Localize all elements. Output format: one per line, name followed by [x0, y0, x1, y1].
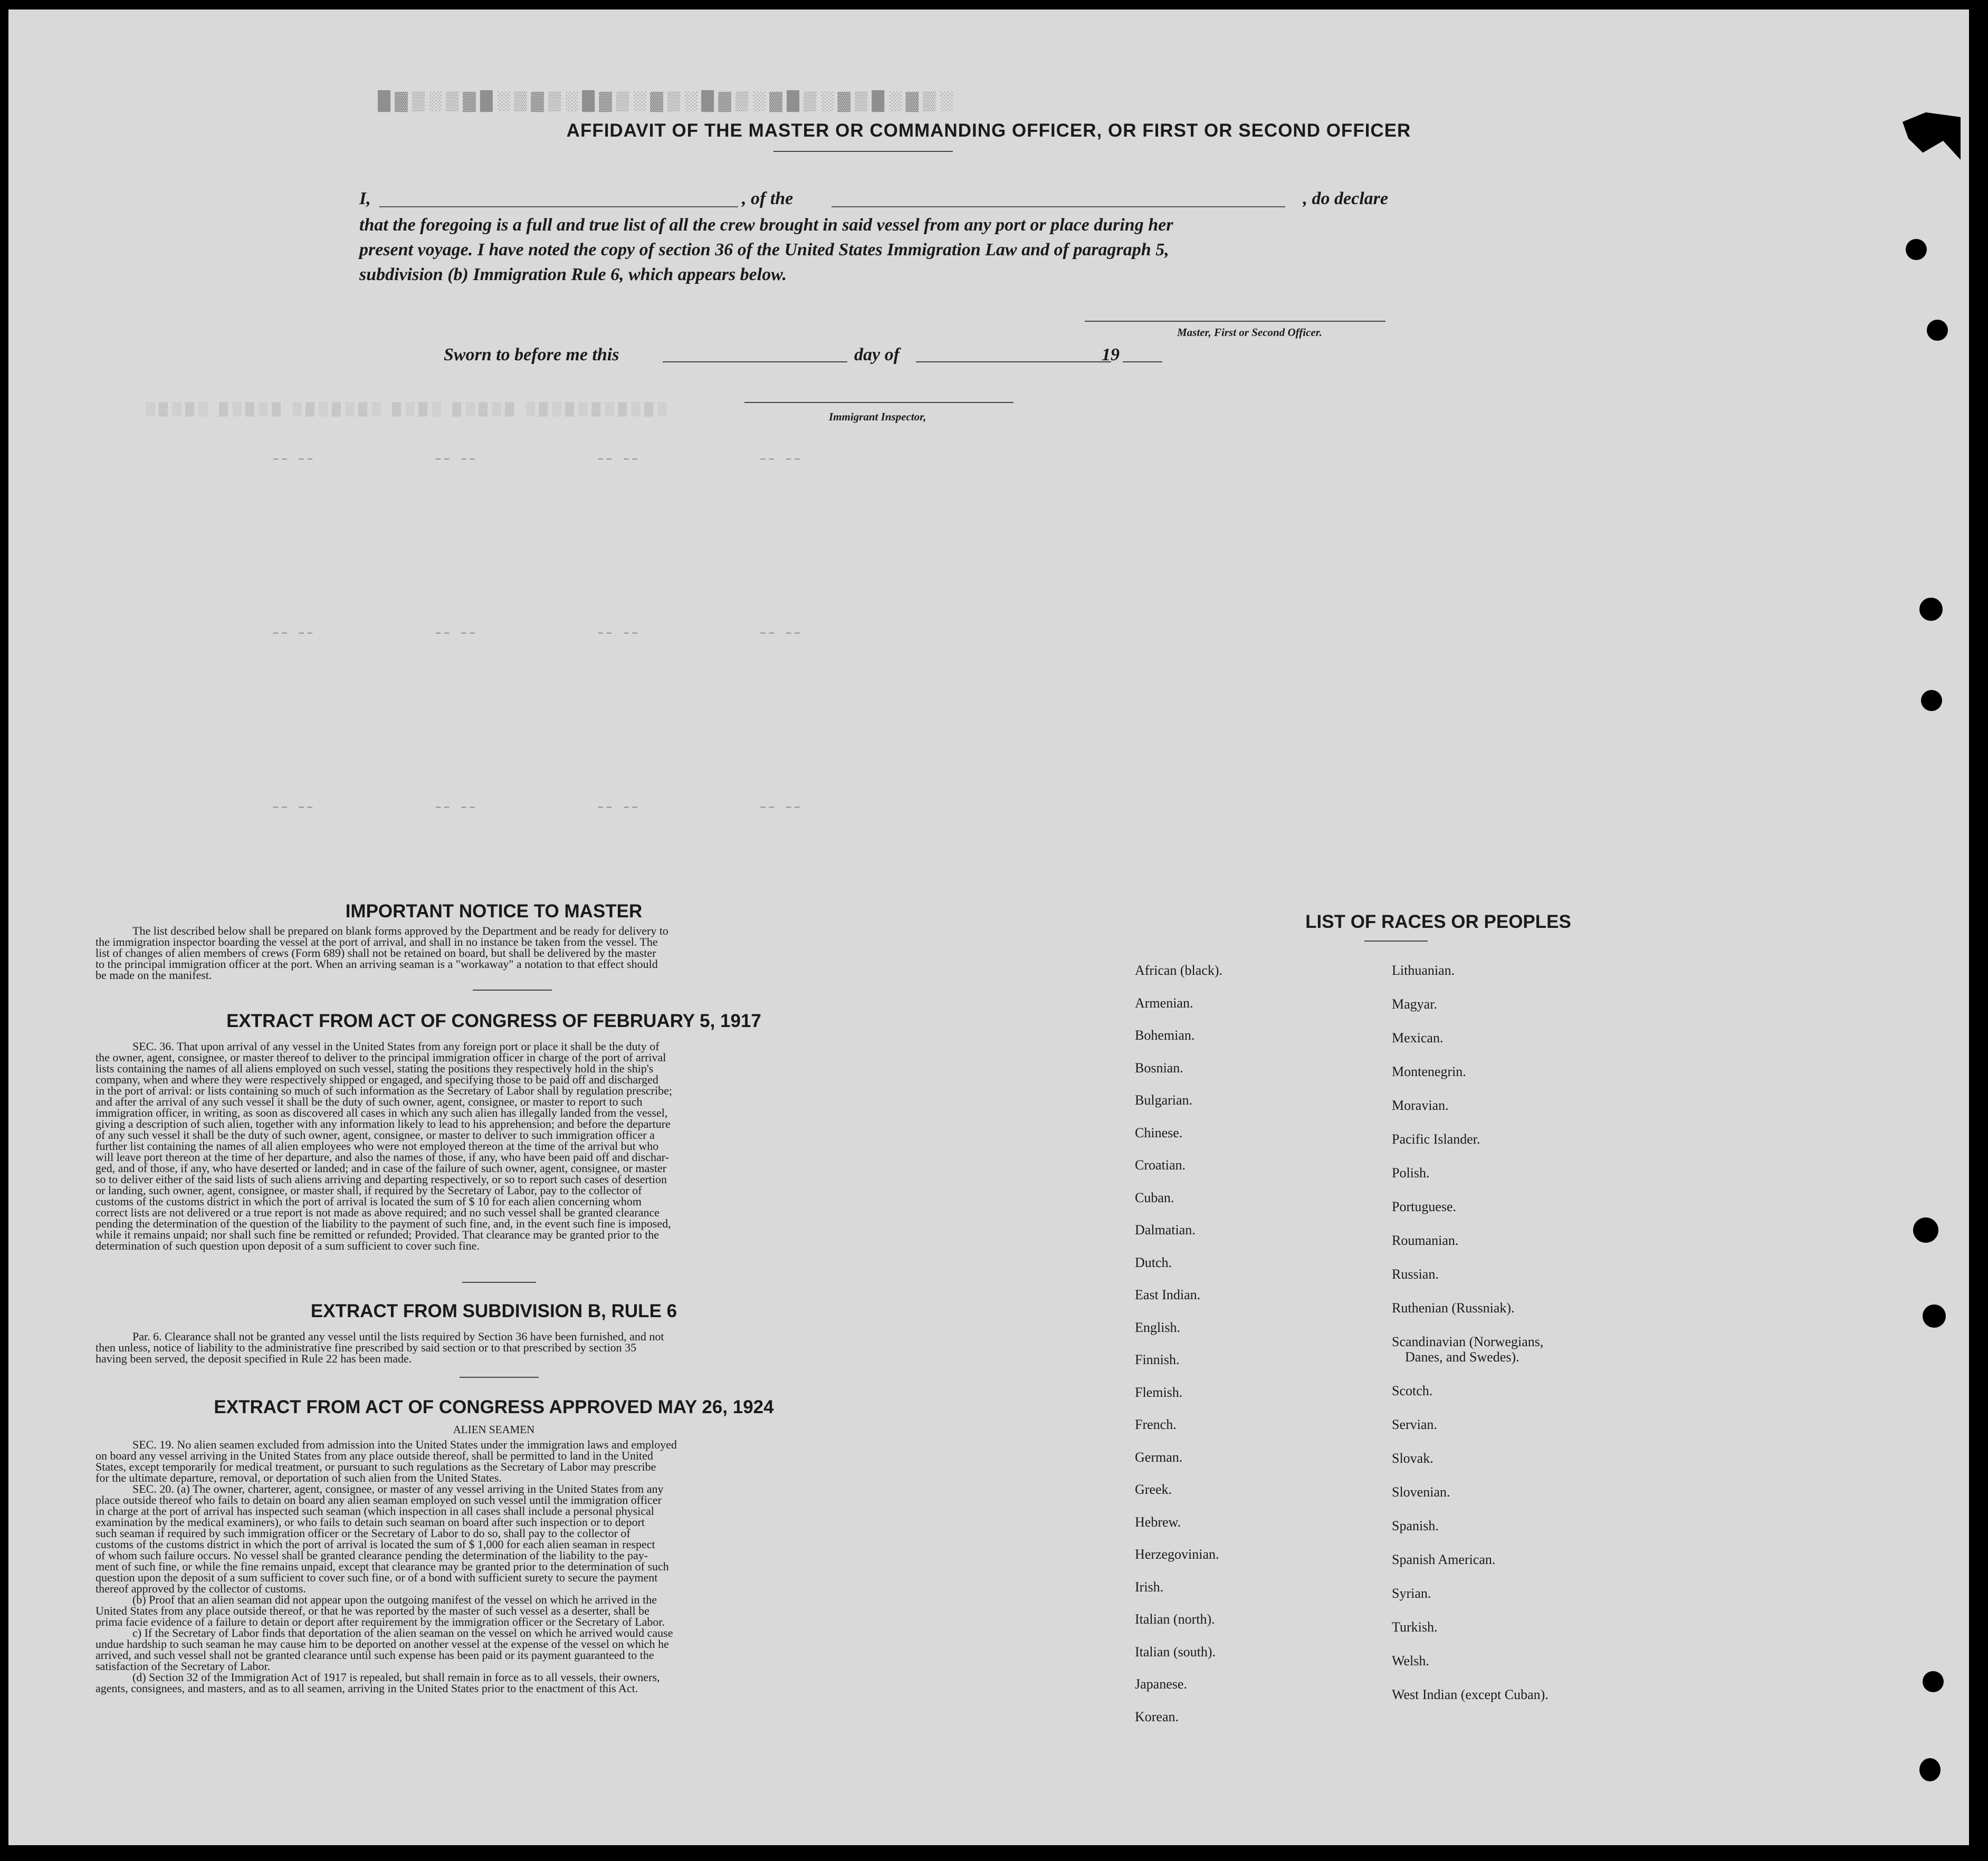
text-line: customs of the customs district in which the port of arrival is located the sum of $ 10 for each alien concerning whom [95, 1195, 642, 1208]
text-line: customs of the customs district in which the port of arrival is located the sum of $ 1,000 for each alien seaman in respect [95, 1538, 655, 1551]
race-item: Moravian. [1392, 1098, 1449, 1113]
punch-hole [1906, 239, 1927, 260]
affidavit-of-the: , of the [742, 189, 794, 208]
torn-corner [1903, 112, 1961, 160]
sworn-day-of: day of [854, 345, 900, 364]
extract-rule6-title: EXTRACT FROM SUBDIVISION B, RULE 6 [310, 1301, 677, 1321]
section-divider [460, 1377, 539, 1378]
race-item: Cuban. [1135, 1189, 1174, 1205]
sworn-year-prefix: 19 [1102, 345, 1120, 364]
text-line: pending the determination of the question of the liability to the payment of such fine, and, in the event such fine is imposed, [95, 1217, 671, 1230]
race-item: Servian. [1392, 1416, 1437, 1432]
race-item: Dutch. [1135, 1254, 1172, 1270]
race-item: Bohemian. [1135, 1028, 1195, 1043]
text-line: then unless, notice of liability to the administrative fine prescribed by said section or to that prescribed by section 35 [95, 1341, 637, 1354]
extract-rule6-body [95, 1331, 892, 1364]
affidavit-line-2: that the foregoing is a full and true list of all the crew brought in said vessel from any port or place during her [359, 215, 1173, 235]
races-title-underline [1364, 941, 1428, 942]
text-line: ged, and of those, if any, who have deserted or landed; and in case of the failure of such owner, agent, consignee, or master [95, 1162, 667, 1175]
affidavit-title: AFFIDAVIT OF THE MASTER OR COMMANDING OFFICER, OR FIRST OR SECOND OFFICER [566, 120, 1411, 141]
bleed-through-marks: –– –– –– –– –– –– –– –– [272, 627, 802, 640]
race-item: Greek. [1135, 1482, 1172, 1497]
race-item: Spanish American. [1392, 1551, 1496, 1567]
affidavit-line-3: present voyage. I have noted the copy of section 36 of the United States Immigration Law and of paragraph 5, [359, 240, 1169, 260]
text-line: agents, consignees, and masters, and as to all seamen, arriving in the United States prior to the enactment of this Act. [95, 1682, 638, 1695]
race-item: Danes, and Swedes). [1405, 1349, 1519, 1365]
text-line: ment of such fine, or while the fine remains unpaid, except that clearance may be granted prior to the determination of such [95, 1560, 669, 1573]
section-divider [473, 990, 552, 991]
notice-body [95, 925, 892, 981]
text-line: lists containing the names of all aliens employed on such vessel, stating the positions they respectively hold in the ship's [95, 1062, 654, 1075]
text-line: Par. 6. Clearance shall not be granted any vessel until the lists required by Section 36 have been furnished, and not [132, 1330, 664, 1343]
race-item: Japanese. [1135, 1676, 1187, 1692]
race-item: West Indian (except Cuban). [1392, 1686, 1549, 1702]
affidavit-do-declare: , do declare [1303, 189, 1388, 208]
name-blank[interactable] [379, 206, 738, 207]
race-item: Italian (south). [1135, 1644, 1216, 1659]
punch-hole [1927, 320, 1948, 341]
text-line: satisfaction of the Secretary of Labor. [95, 1659, 271, 1673]
race-item: Magyar. [1392, 996, 1437, 1012]
document-page [8, 9, 1969, 1845]
text-line: will leave port thereon at the time of her departure, and also the names of those, if any, who have been paid off and dischar- [95, 1150, 669, 1164]
text-line: (d) Section 32 of the Immigration Act of 1917 is repealed, but shall remain in force as to all vessels, their owners, [132, 1671, 660, 1684]
text-line: The list described below shall be prepared on blank forms approved by the Department and be ready for delivery to [132, 924, 668, 937]
race-item: Montenegrin. [1392, 1064, 1466, 1079]
race-item: Bulgarian. [1135, 1092, 1193, 1108]
race-item: Croatian. [1135, 1157, 1186, 1173]
notice-title: IMPORTANT NOTICE TO MASTER [345, 901, 643, 922]
race-item: Chinese. [1135, 1125, 1183, 1140]
text-line: on board any vessel arriving in the United States from any place outside thereof, shall be permitted to land in the United [95, 1449, 653, 1462]
text-line: examination by the medical examiners), or who fails to detain such seaman on board after such inspection or to deport [95, 1515, 645, 1529]
race-item: Dalmatian. [1135, 1222, 1196, 1238]
race-item: Ruthenian (Russniak). [1392, 1300, 1515, 1316]
race-item: French. [1135, 1417, 1177, 1432]
race-item: Slovenian. [1392, 1484, 1450, 1500]
text-line: undue hardship to such seaman he may cause him to be deported on another vessel at the expense of the vessel on which he [95, 1637, 669, 1651]
race-item: Scandinavian (Norwegians, [1392, 1334, 1544, 1349]
race-item: Bosnian. [1135, 1060, 1183, 1076]
race-item: Irish. [1135, 1579, 1164, 1595]
text-line: in charge at the port of arrival has inspected such seaman (which inspection in all cases shall include a personal physical [95, 1504, 654, 1518]
text-line: SEC. 19. No alien seamen excluded from admission into the United States under the immigration laws and employed [132, 1438, 677, 1451]
race-item: English. [1135, 1319, 1180, 1335]
text-line: SEC. 36. That upon arrival of any vessel in the United States from any foreign port or place it shall be the duty of [132, 1040, 660, 1053]
extract-1917-body [95, 1041, 892, 1251]
punch-hole [1923, 1304, 1946, 1328]
text-line: thereof approved by the collector of customs. [95, 1582, 306, 1595]
race-item: Slovak. [1392, 1450, 1433, 1466]
punch-hole [1919, 598, 1943, 621]
race-item: Roumanian. [1392, 1233, 1459, 1248]
sworn-year-blank[interactable] [1123, 361, 1162, 362]
punch-hole [1921, 690, 1942, 711]
text-line: of whom such failure occurs. No vessel shall be granted clearance pending the determination of the liability to the pay- [95, 1549, 648, 1562]
bleed-through-text: ░▒░▒░ ▒░▒░▒ ░▒░▒░▒░ ▒░▒░ ▒░▒░▒ ░▒░▒░▒░▒░▒░ [146, 402, 671, 416]
text-line: so to deliver either of the said lists of such aliens arriving and departing respectively, or so to report such cases of desertion [95, 1173, 667, 1186]
text-line: to the principal immigration officer at the port. When an arriving seaman is a "workaway" a notation to that effect should [95, 957, 658, 971]
text-line: immigration officer, in writing, as soon as discovered all cases in which any such alien has illegally landed from the vessel, [95, 1106, 668, 1119]
race-item: African (black). [1135, 963, 1223, 978]
text-line: United States from any place outside thereof, or that he was reported by the master of such vessel as a deserter, shall be [95, 1604, 649, 1617]
text-line: the immigration inspector boarding the vessel at the port of arrival, and shall in no instance be taken from the vessel. The [95, 935, 658, 948]
bleed-through-marks: –– –– –– –– –– –– –– –– [272, 453, 802, 466]
text-line: determination of such question upon deposit of a sum sufficient to cover such fine. [95, 1239, 480, 1252]
race-item: Lithuanian. [1392, 963, 1455, 978]
text-line: place outside thereof who fails to detain on board any alien seaman employed on such vessel until the immigration officer [95, 1493, 662, 1507]
race-item: Polish. [1392, 1165, 1430, 1181]
punch-hole [1919, 1758, 1941, 1781]
race-item: Mexican. [1392, 1030, 1444, 1045]
section-divider [462, 1282, 536, 1283]
race-item: Scotch. [1392, 1383, 1433, 1398]
race-item: Spanish. [1392, 1518, 1439, 1533]
text-line: list of changes of alien members of crews (Form 689) shall not be retained on board, but shall be delivered by the master [95, 946, 656, 960]
sworn-label: Sworn to before me this [444, 345, 619, 364]
extract-1924-body [95, 1439, 892, 1694]
sworn-day-blank[interactable] [663, 361, 847, 362]
vessel-blank[interactable] [831, 206, 1285, 207]
race-item: Armenian. [1135, 995, 1193, 1011]
text-line: States, except temporarily for medical treatment, or pursuant to such regulations as the Secretary of Labor may prescribe [95, 1460, 656, 1473]
text-line: c) If the Secretary of Labor finds that deportation of the alien seaman on the vessel on which he arrived would cause [132, 1626, 673, 1639]
text-line: prima facie evidence of a failure to detain or deport after requirement by the immigration officer or the Secretary of Labor. [95, 1615, 665, 1628]
text-line: (b) Proof that an alien seaman did not appear upon the outgoing manifest of the vessel on which he arrived in the [132, 1593, 657, 1606]
race-item: Korean. [1135, 1709, 1179, 1724]
text-line: or landing, such owner, agent, consignee, or master shall, if required by the Secretary of Labor, pay to the collector of [95, 1184, 642, 1197]
text-line: giving a description of such alien, together with any information likely to lead to his apprehension; and before the departure [95, 1117, 671, 1130]
text-line: of any such vessel it shall be the duty of such owner, agent, consignee, or master to deliver to such immigration officer a [95, 1128, 655, 1141]
inspector-caption: Immigrant Inspector, [829, 410, 926, 423]
text-line: in the port of arrival: or lists containing so much of such information as the Secretary of Labor shall by regulation prescribe; [95, 1084, 672, 1097]
inspector-line[interactable] [744, 402, 1014, 403]
text-line: question upon the deposit of a sum sufficient to cover such fine, or of a bond with sufficient surety to secure the payment [95, 1571, 658, 1584]
text-line: company, when and where they were respectively shipped or engaged, and specifying those to be paid off and discharged [95, 1073, 658, 1086]
text-line: for the ultimate departure, removal, or deportation of such alien from the United States. [95, 1471, 502, 1484]
text-line: correct lists are not delivered or a true report is not made as above required; and no such vessel shall be granted clearance [95, 1206, 660, 1219]
race-item: Pacific Islander. [1392, 1131, 1480, 1147]
text-line: the owner, agent, consignee, or master thereof to deliver to the principal immigration officer in charge of the port of arrival [95, 1051, 666, 1064]
title-underline [773, 151, 953, 152]
race-item: Italian (north). [1135, 1611, 1215, 1627]
signature-line[interactable] [1085, 321, 1385, 322]
race-item: Flemish. [1135, 1384, 1183, 1400]
race-item: Welsh. [1392, 1653, 1429, 1668]
affidavit-i: I, [359, 189, 371, 208]
text-line: further list containing the names of all alien employees who were not employed thereon at the time of the arrival but who [95, 1139, 659, 1153]
text-line: be made on the manifest. [95, 968, 212, 982]
bleed-through-marks: –– –– –– –– –– –– –– –– [272, 801, 802, 814]
affidavit-line-4: subdivision (b) Immigration Rule 6, which appears below. [359, 265, 787, 284]
text-line: SEC. 20. (a) The owner, charterer, agent, consignee, or master of any vessel arriving in the United States from any [132, 1482, 664, 1495]
signature-caption: Master, First or Second Officer. [1177, 326, 1322, 339]
race-item: Russian. [1392, 1267, 1439, 1282]
text-line: such seaman if required by such immigration officer or the Secretary of Labor to do so, shall pay to the collector of [95, 1527, 630, 1540]
bleed-through-text: █▓▒░▒▓█░▒▓▒░█▓▒░▓▒░█▓▒░▓█▒░▓▒█░▓▒░ [378, 91, 957, 111]
race-item: German. [1135, 1449, 1183, 1465]
text-line: arrived, and such vessel shall not be granted clearance until such expense has been paid or its payment guaranteed to the [95, 1648, 654, 1662]
punch-hole [1923, 1671, 1944, 1692]
text-line: and after the arrival of any such vessel it shall be the duty of such owner, agent, consignee, or master to report to such [95, 1095, 643, 1108]
race-item: Syrian. [1392, 1585, 1431, 1601]
race-item: Hebrew. [1135, 1514, 1181, 1530]
races-title: LIST OF RACES OR PEOPLES [1305, 912, 1571, 932]
race-item: East Indian. [1135, 1287, 1201, 1302]
race-item: Portuguese. [1392, 1199, 1457, 1214]
text-line: having been served, the deposit specified in Rule 22 has been made. [95, 1352, 412, 1365]
extract-1917-title: EXTRACT FROM ACT OF CONGRESS OF FEBRUARY 5, 1917 [226, 1011, 761, 1031]
punch-hole [1913, 1217, 1938, 1243]
extract-1924-subtitle: ALIEN SEAMEN [453, 1423, 535, 1436]
text-line: while it remains unpaid; nor shall such fine be remitted or refunded; Provided. That clearance may be granted prior to the [95, 1228, 660, 1241]
race-item: Turkish. [1392, 1619, 1438, 1635]
affidavit-line-1 [359, 189, 1388, 213]
race-item: Herzegovinian. [1135, 1547, 1219, 1562]
sworn-month-blank[interactable] [916, 361, 1111, 362]
extract-1924-title: EXTRACT FROM ACT OF CONGRESS APPROVED MAY 26, 1924 [214, 1397, 774, 1417]
race-item: Finnish. [1135, 1352, 1180, 1367]
